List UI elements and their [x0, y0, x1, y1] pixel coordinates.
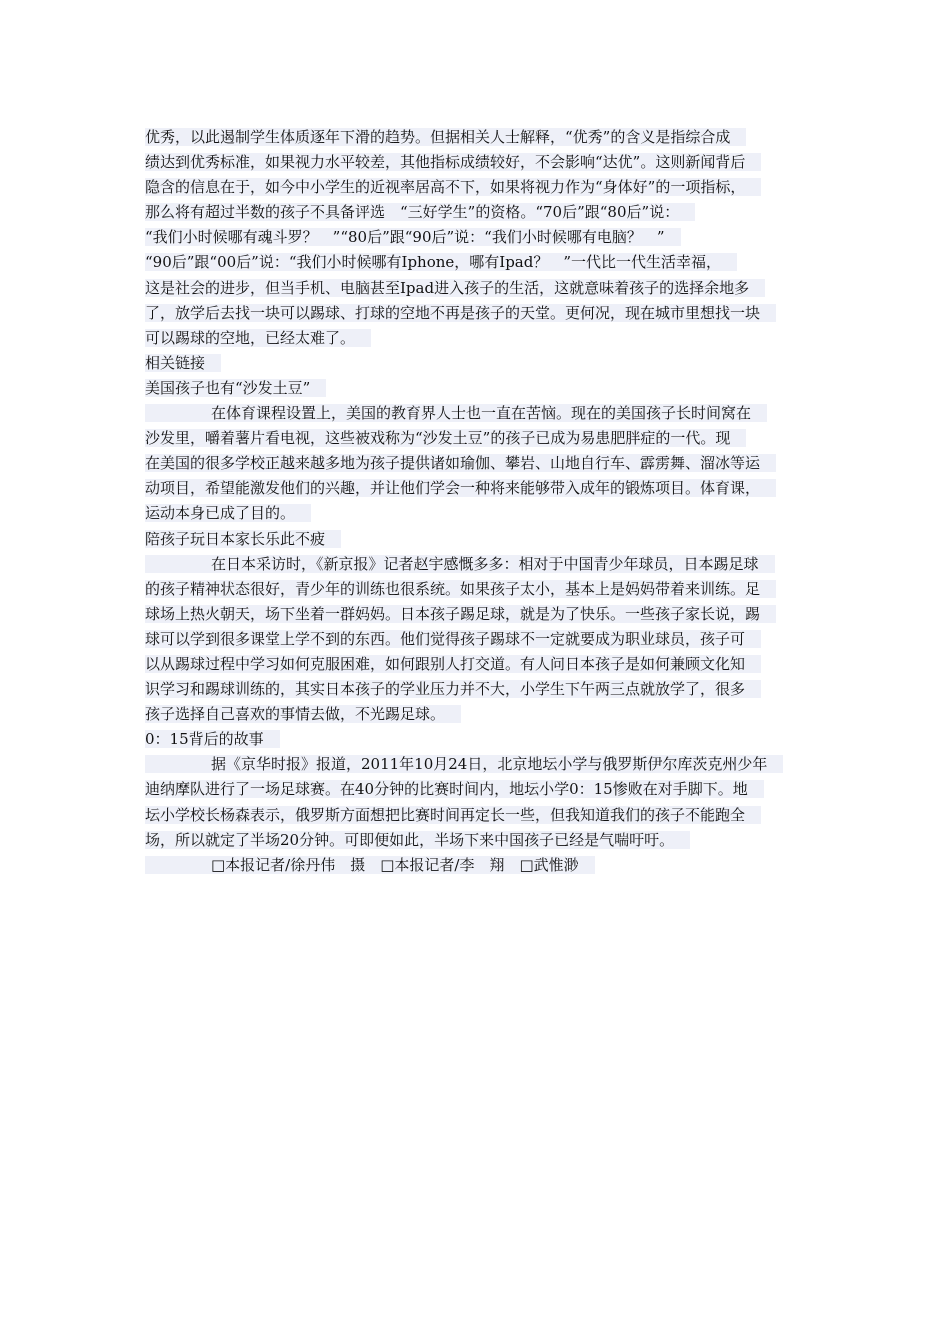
text-run: 动项目，希望能激发他们的兴趣，并让他们学会一种将来能够带入成年的锻炼项目。体育课， [145, 479, 776, 497]
text-run: “90后”跟“00后”说：“我们小时候哪有Iphone，哪有Ipad？ ”一代比一代生活幸福， [145, 253, 737, 271]
text-line [145, 451, 825, 476]
text-line [145, 828, 825, 853]
text-run: 运动本身已成了目的。 [145, 504, 311, 522]
text-line [145, 426, 825, 451]
text-line [145, 752, 825, 777]
text-line [145, 577, 825, 602]
heading-related-links: 相关链接 [145, 354, 221, 372]
text-line [145, 326, 825, 351]
text-line [145, 652, 825, 677]
section-heading [145, 727, 825, 752]
byline [145, 853, 825, 878]
text-line [145, 301, 825, 326]
text-line [145, 125, 825, 150]
text-run: 的孩子精神状态很好，青少年的训练也很系统。如果孩子太小，基本上是妈妈带着来训练。足 [145, 580, 776, 598]
text-line [145, 476, 825, 501]
text-line [145, 602, 825, 627]
text-run: 场，所以就定了半场20分钟。可即便如此，半场下来中国孩子已经是气喘吁吁。 [145, 831, 690, 849]
reporter-credits: □本报记者/徐丹伟 摄 □本报记者/李 翔 □武惟渺 [145, 856, 595, 874]
document-body [145, 125, 825, 878]
text-run: 沙发里，嚼着薯片看电视，这些被戏称为“沙发土豆”的孩子已成为易患肥胖症的一代。现 [145, 429, 746, 447]
text-run: 绩达到优秀标准，如果视力水平较差，其他指标成绩较好，不会影响“达优”。这则新闻背后 [145, 153, 761, 171]
text-line [145, 777, 825, 802]
text-line [145, 803, 825, 828]
text-run: “我们小时候哪有魂斗罗？ ”“80后”跟“90后”说：“我们小时候哪有电脑？ ” [145, 228, 681, 246]
text-line [145, 250, 825, 275]
text-line [145, 552, 825, 577]
text-line [145, 401, 825, 426]
text-run: 隐含的信息在于，如今中小学生的近视率居高不下，如果将视力作为“身体好”的一项指标， [145, 178, 761, 196]
section-heading [145, 527, 825, 552]
text-run: 了，放学后去找一块可以踢球、打球的空地不再是孩子的天堂。更何况，现在城市里想找一块 [145, 304, 776, 322]
text-line [145, 150, 825, 175]
section-heading [145, 376, 825, 401]
text-line [145, 702, 825, 727]
text-run: 在体育课程设置上，美国的教育界人士也一直在苦恼。现在的美国孩子长时间窝在 [145, 404, 767, 422]
text-run: 可以踢球的空地，已经太难了。 [145, 329, 371, 347]
text-line [145, 200, 825, 225]
text-run: 优秀，以此遏制学生体质逐年下滑的趋势。但据相关人士解释，“优秀”的含义是指综合成 [145, 128, 746, 146]
text-line [145, 627, 825, 652]
text-line [145, 501, 825, 526]
heading-japan-parents: 陪孩子玩日本家长乐此不疲 [145, 530, 341, 548]
text-run: 据《京华时报》报道，2011年10月24日，北京地坛小学与俄罗斯伊尔库茨克州少年 [145, 755, 783, 773]
text-run: 孩子选择自己喜欢的事情去做，不光踢足球。 [145, 705, 461, 723]
text-run: 在美国的很多学校正越来越多地为孩子提供诸如瑜伽、攀岩、山地自行车、霹雳舞、溜冰等运 [145, 454, 776, 472]
text-run: 在日本采访时，《新京报》记者赵宇感慨多多：相对于中国青少年球员，日本踢足球 [145, 555, 775, 573]
text-run: 这是社会的进步，但当手机、电脑甚至Ipad进入孩子的生活，这就意味着孩子的选择余地多 [145, 279, 765, 297]
text-line [145, 225, 825, 250]
text-run: 球场上热火朝天，场下坐着一群妈妈。日本孩子踢足球，就是为了快乐。一些孩子家长说，踢 [145, 605, 776, 623]
section-heading [145, 351, 825, 376]
text-line [145, 677, 825, 702]
text-run: 迪纳摩队进行了一场足球赛。在40分钟的比赛时间内，地坛小学0：15惨败在对手脚下。地 [145, 780, 764, 798]
text-run: 识学习和踢球训练的，其实日本孩子的学业压力并不大，小学生下午两三点就放学了，很多 [145, 680, 761, 698]
heading-us-couch-potato: 美国孩子也有“沙发土豆” [145, 379, 326, 397]
text-line [145, 175, 825, 200]
text-run: 坛小学校长杨森表示，俄罗斯方面想把比赛时间再定长一些，但我知道我们的孩子不能跑全 [145, 806, 761, 824]
text-line [145, 276, 825, 301]
text-run: 球可以学到很多课堂上学不到的东西。他们觉得孩子踢球不一定就要成为职业球员，孩子可 [145, 630, 761, 648]
text-run: 那么将有超过半数的孩子不具备评选 “三好学生”的资格。“70后”跟“80后”说： [145, 203, 695, 221]
heading-0-15-story: 0：15背后的故事 [145, 730, 280, 748]
text-run: 以从踢球过程中学习如何克服困难，如何跟别人打交道。有人问日本孩子是如何兼顾文化知 [145, 655, 761, 673]
